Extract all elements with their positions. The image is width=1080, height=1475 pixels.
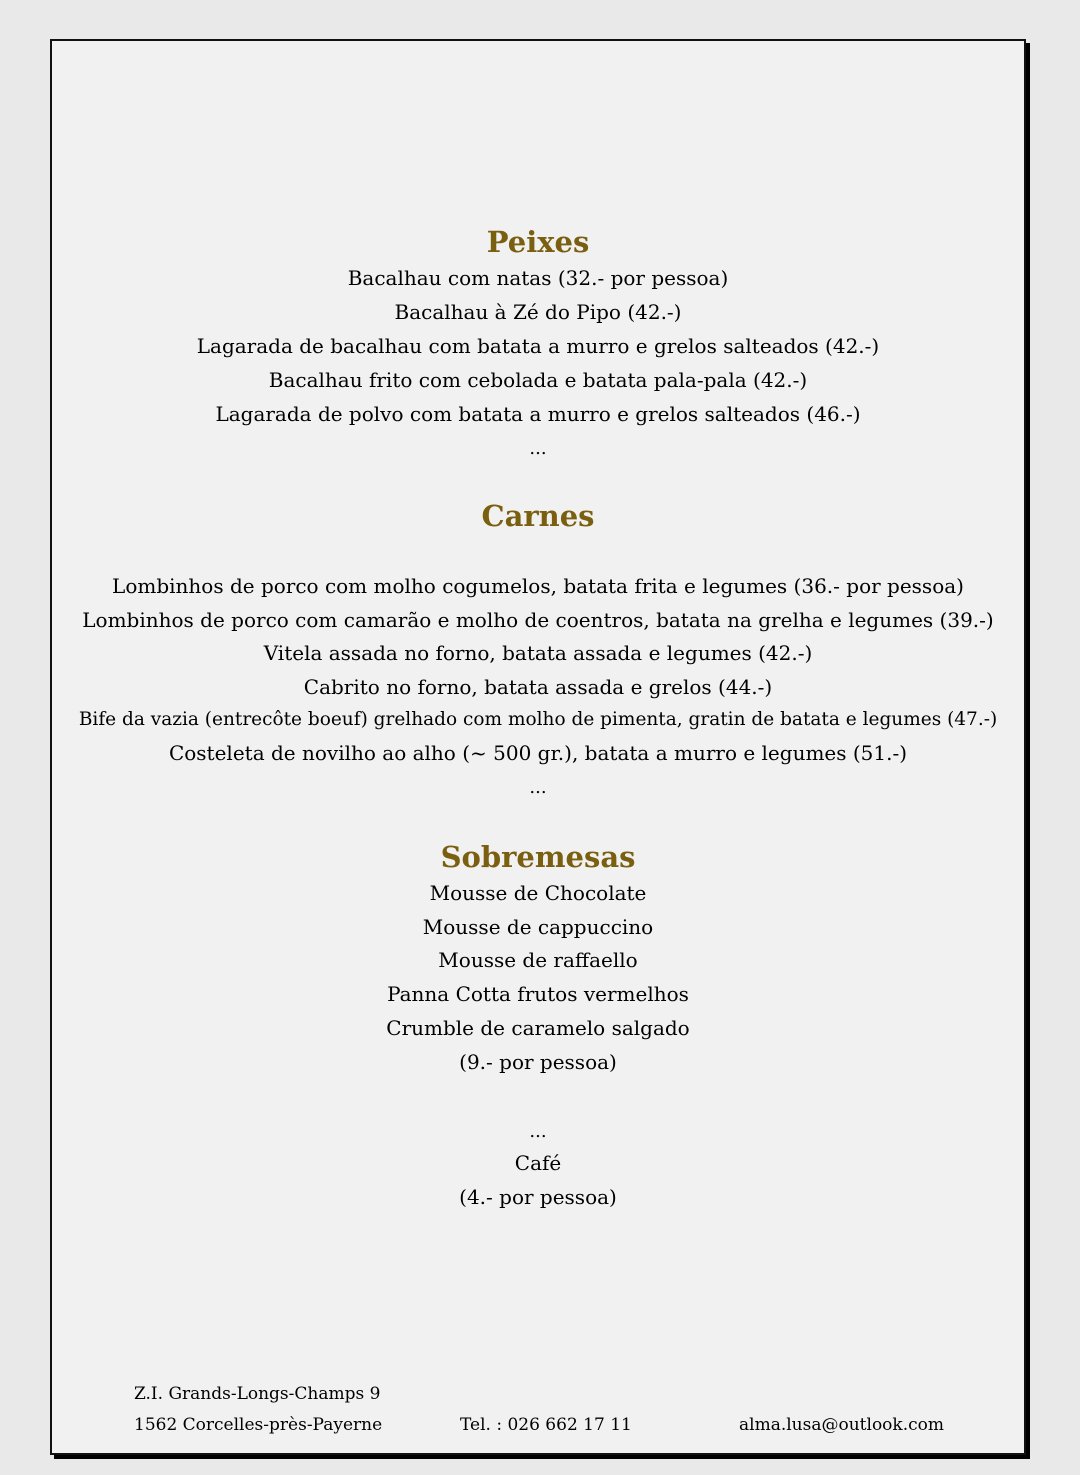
menu-item: Bacalhau com natas (32.- por pessoa) [347, 266, 729, 290]
menu-item: Crumble de caramelo salgado [386, 1016, 690, 1040]
ellipsis: ... [529, 1121, 547, 1142]
menu-item: Vitela assada no forno, batata assada e legumes (42.-) [263, 641, 813, 665]
menu-item: Panna Cotta frutos vermelhos [387, 982, 689, 1006]
menu-item: Costeleta de novilho ao alho (~ 500 gr.), batata a murro e legumes (51.-) [168, 741, 908, 765]
menu-item: Lagarada de bacalhau com batata a murro e grelos salteados (42.-) [196, 334, 880, 358]
menu-item-cafe: Café [514, 1151, 562, 1175]
menu-item: Lagarada de polvo com batata a murro e grelos salteados (46.-) [215, 402, 861, 426]
price-note: (4.- por pessoa) [459, 1185, 617, 1209]
menu-item: Lombinhos de porco com camarão e molho de coentros, batata na grelha e legumes (39.-) [82, 608, 994, 632]
footer-email[interactable]: alma.lusa@outlook.com [739, 1415, 944, 1435]
footer-address-line2: 1562 Corcelles-près-Payerne [134, 1415, 383, 1435]
section-title-peixes: Peixes [486, 225, 590, 259]
section-title-sobremesas: Sobremesas [440, 840, 636, 874]
menu-item: Bacalhau à Zé do Pipo (42.-) [394, 300, 682, 324]
menu-item: Lombinhos de porco com molho cogumelos, batata frita e legumes (36.- por pessoa) [112, 574, 964, 598]
section-title-carnes: Carnes [481, 499, 595, 533]
menu-item: Mousse de cappuccino [422, 915, 654, 939]
footer-phone: Tel. : 026 662 17 11 [460, 1415, 632, 1435]
menu-item: Bife da vazia (entrecôte boeuf) grelhado com molho de pimenta, gratin de batata e legumes (47.-) [78, 709, 998, 730]
menu-item: Bacalhau frito com cebolada e batata pala-pala (42.-) [268, 368, 808, 392]
ellipsis: ... [529, 438, 547, 459]
footer-address-line1: Z.I. Grands-Longs-Champs 9 [134, 1384, 381, 1404]
price-note: (9.- por pessoa) [459, 1050, 617, 1074]
menu-item: Mousse de Chocolate [429, 881, 647, 905]
ellipsis: ... [529, 777, 547, 798]
menu-item: Mousse de raffaello [438, 948, 638, 972]
menu-item: Cabrito no forno, batata assada e grelos (44.-) [303, 675, 773, 699]
menu-page [50, 39, 1026, 1455]
